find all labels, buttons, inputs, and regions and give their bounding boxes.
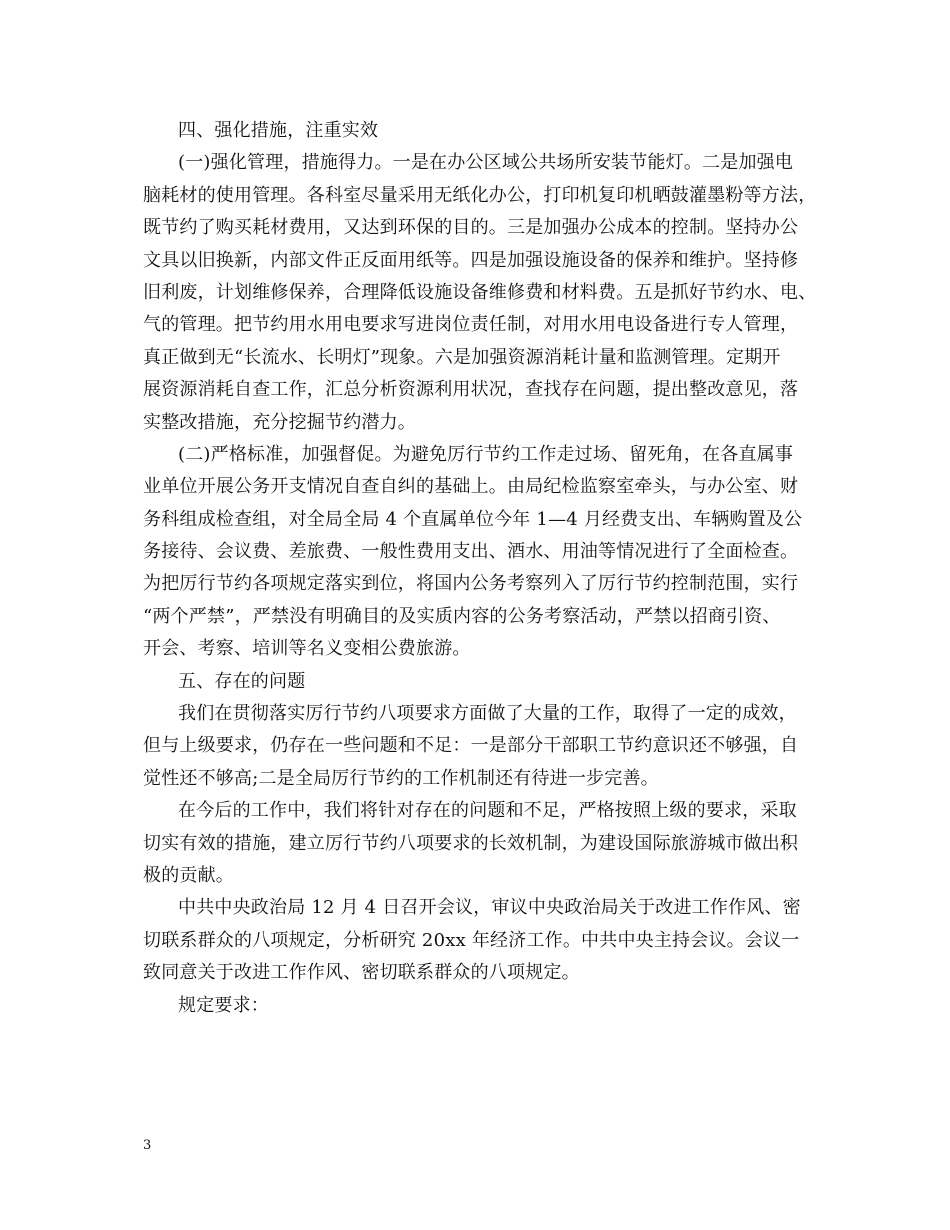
paragraph-line: 在今后的工作中，我们将针对存在的问题和不足，严格按照上级的要求，采取	[178, 800, 797, 822]
paragraph-line: 规定要求：	[178, 994, 269, 1016]
paragraph-line: 实整改措施，充分挖掘节约潜力。	[143, 411, 416, 433]
paragraph-line: 极的贡献。	[143, 864, 234, 886]
section-heading-problems: 五、存在的问题	[178, 670, 306, 692]
paragraph-line: 开会、考察、培训等名义变相公费旅游。	[143, 638, 471, 660]
document-body	[143, 115, 833, 1022]
paragraph-line: 但与上级要求，仍存在一些问题和不足：一是部分干部职工节约意识还不够强，自	[143, 735, 799, 757]
paragraph-line: 气的管理。把节约用水用电要求写进岗位责任制，对用水用电设备进行专人管理，	[143, 314, 799, 336]
paragraph-line: 展资源消耗自查工作，汇总分析资源利用状况，查找存在问题，提出整改意见，落	[143, 379, 799, 401]
paragraph-line: 既节约了购买耗材费用，又达到环保的目的。三是加强办公成本的控制。坚持办公	[143, 217, 799, 239]
paragraph-line: 务科组成检查组，对全局全局 4 个直属单位今年 1—4 月经费支出、车辆购置及公	[143, 508, 803, 530]
paragraph-line: 致同意关于改进工作作风、密切联系群众的八项规定。	[143, 962, 580, 984]
paragraph-line: (一)强化管理，措施得力。一是在办公区域公共场所安装节能灯。二是加强电	[178, 152, 794, 174]
paragraph-line: 文具以旧换新，内部文件正反面用纸等。四是加强设施设备的保养和维护。坚持修	[143, 249, 799, 271]
paragraph-line: 旧利废，计划维修保养，合理降低设施设备维修费和材料费。五是抓好节约水、电、	[143, 281, 817, 303]
paragraph-line: 我们在贯彻落实厉行节约八项要求方面做了大量的工作，取得了一定的成效，	[178, 703, 797, 725]
paragraph-line: 觉性还不够高;二是全局厉行节约的工作机制还有待进一步完善。	[143, 767, 659, 789]
paragraph-line: 切联系群众的八项规定，分析研究 20xx 年经济工作。中共中央主持会议。会议一	[143, 929, 800, 951]
section-heading-measures: 四、强化措施，注重实效	[178, 120, 379, 141]
paragraph-line: 真正做到无“长流水、长明灯”现象。六是加强资源消耗计量和监测管理。定期开	[143, 346, 781, 368]
paragraph-line: 脑耗材的使用管理。各科室尽量采用无纸化办公，打印机复印机晒鼓灌墨粉等方法，	[143, 184, 817, 206]
page-number: 3	[143, 1138, 152, 1153]
paragraph-line: (二)严格标准，加强督促。为避免厉行节约工作走过场、留死角，在各直属事	[178, 443, 794, 465]
paragraph-line: 中共中央政治局 12 月 4 日召开会议，审议中央政治局关于改进工作作风、密	[178, 897, 801, 919]
paragraph-line: 务接待、会议费、差旅费、一般性费用支出、酒水、用油等情况进行了全面检查。	[143, 541, 799, 563]
paragraph-line: 业单位开展公务开支情况自查自纠的基础上。由局纪检监察室牵头，与办公室、财	[143, 476, 799, 498]
paragraph-line: 切实有效的措施，建立厉行节约八项要求的长效机制，为建设国际旅游城市做出积	[143, 832, 799, 854]
paragraph-line: “两个严禁”，严禁没有明确目的及实质内容的公务考察活动，严禁以招商引资、	[143, 605, 781, 627]
paragraph-line: 为把厉行节约各项规定落实到位，将国内公务考察列入了厉行节约控制范围，实行	[143, 573, 799, 595]
